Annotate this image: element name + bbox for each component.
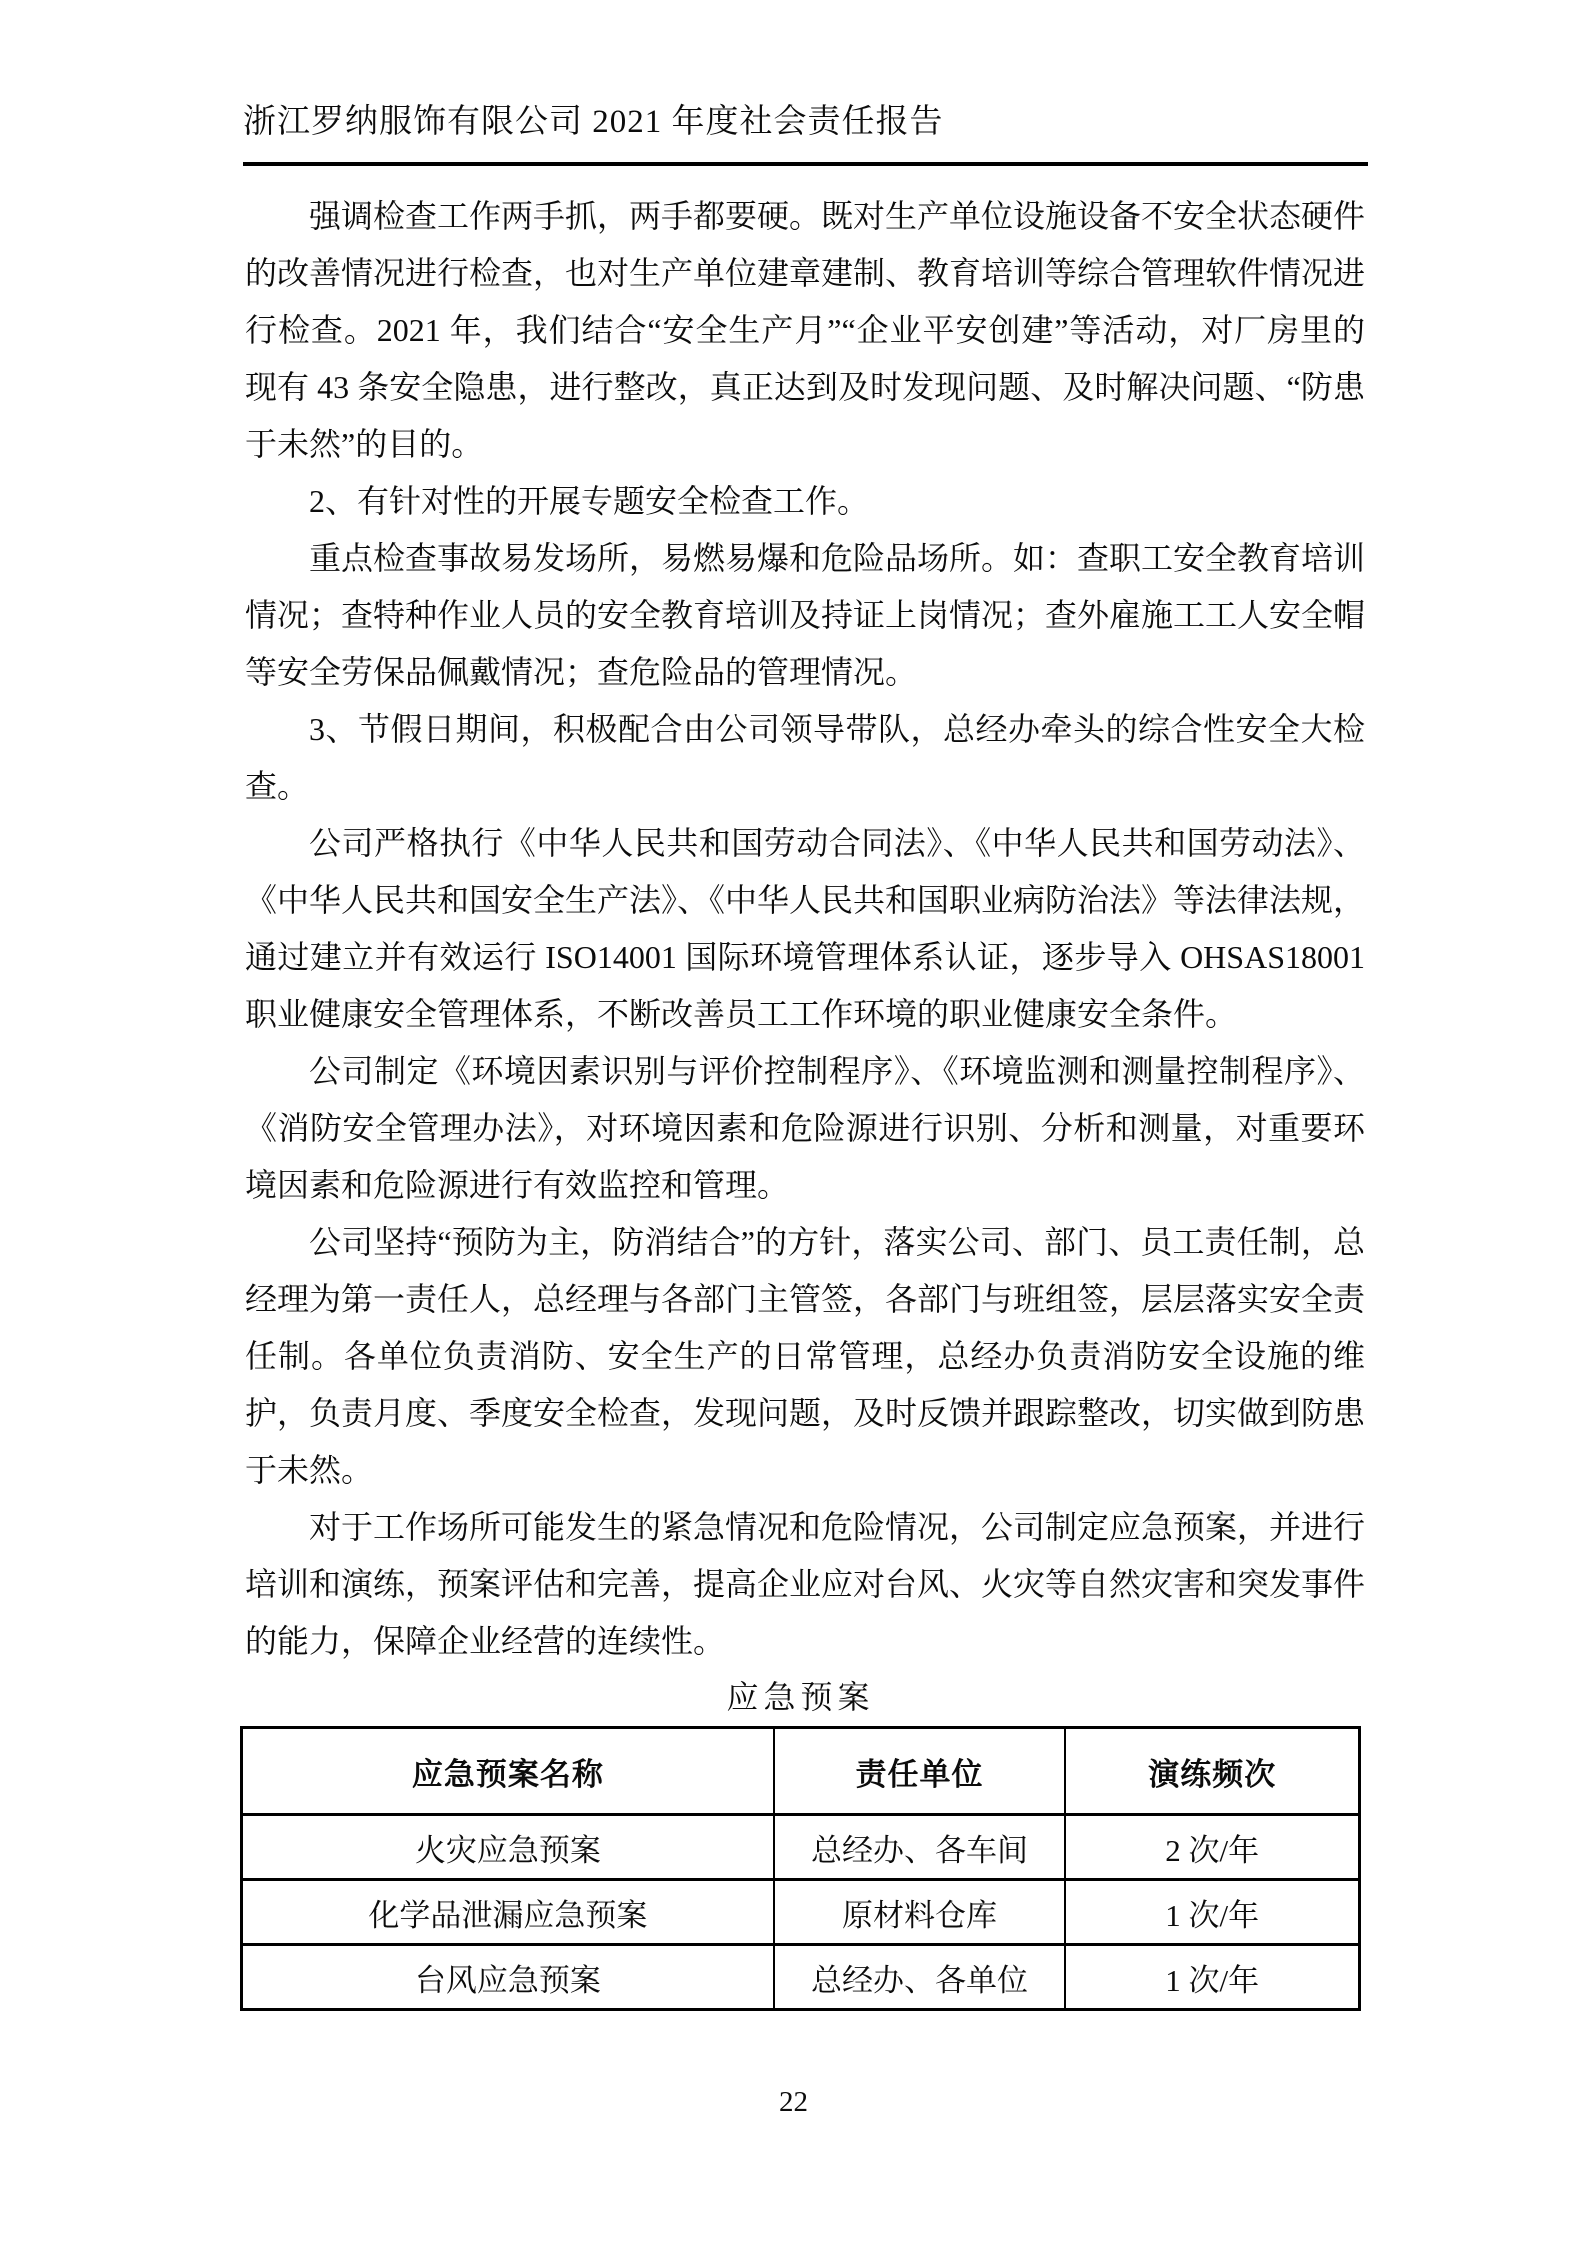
cell-drill-frequency: 2 次/年: [1065, 1815, 1359, 1880]
paragraph-laws-and-certifications: 公司严格执行《中华人民共和国劳动合同法》、《中华人民共和国劳动法》、《中华人民共和国安全生产法》、《中华人民共和国职业病防治法》等法律法规，通过建立并有效运行 ISO14001 国际环境管理体系认证，逐步导入 OHSAS18001 职业健康安全管理体系，不断改善员工工作环境的职业健康安全条件。: [245, 825, 1366, 1032]
cell-plan-name: 台风应急预案: [242, 1945, 774, 2010]
cell-drill-frequency: 1 次/年: [1065, 1945, 1359, 2010]
table-caption: 应急预案: [726, 1679, 875, 1715]
report-title: 浙江罗纳服饰有限公司 2021 年度社会责任报告: [243, 104, 944, 140]
table-row-fire: [242, 1815, 1360, 1880]
table-row-chemical-leak: [242, 1880, 1360, 1945]
cell-drill-frequency: 1 次/年: [1065, 1880, 1359, 1945]
header-divider: [243, 162, 1368, 166]
paragraph-holiday-inspection: 3、节假日期间，积极配合由公司领导带队，总经办牵头的综合性安全大检查。: [245, 711, 1365, 804]
paragraph-environment-procedures: 公司制定《环境因素识别与评价控制程序》、《环境监测和测量控制程序》、《消防安全管理办法》，对环境因素和危险源进行识别、分析和测量，对重要环境因素和危险源进行有效监控和管理。: [245, 1053, 1365, 1203]
paragraph-key-inspection-items: 重点检查事故易发场所，易燃易爆和危险品场所。如：查职工安全教育培训情况；查特种作业人员的安全教育培训及持证上岗情况；查外雇施工工人安全帽等安全劳保品佩戴情况；查危险品的管理情况。: [245, 540, 1366, 690]
cell-plan-name: 化学品泄漏应急预案: [242, 1880, 774, 1945]
paragraph-special-inspection-heading: 2、有针对性的开展专题安全检查工作。: [309, 483, 870, 519]
page-number: 22: [779, 2086, 808, 2118]
paragraph-safety-inspection: 强调检查工作两手抓，两手都要硬。既对生产单位设施设备不安全状态硬件的改善情况进行检查，也对生产单位建章建制、教育培训等综合管理软件情况进行检查。2021 年，我们结合“安全生产月”“企业平安创建”等活动，对厂房里的现有 43 条安全隐患，进行整改，真正达到及时发现问题、及时解决问题、“防患于未然”的目的。: [245, 198, 1366, 462]
paragraph-fire-prevention-policy: 公司坚持“预防为主，防消结合”的方针，落实公司、部门、员工责任制，总经理为第一责任人，总经理与各部门主管签，各部门与班组签，层层落实安全责任制。各单位负责消防、安全生产的日常管理，总经办负责消防安全设施的维护，负责月度、季度安全检查，发现问题，及时反馈并跟踪整改，切实做到防患于未然。: [245, 1224, 1366, 1488]
cell-responsible-unit: 总经办、各单位: [774, 1945, 1066, 2010]
table-header-row: [242, 1728, 1360, 1815]
table-row-typhoon: [242, 1945, 1360, 2010]
cell-responsible-unit: 总经办、各车间: [774, 1815, 1066, 1880]
emergency-plan-section: [0, 1676, 1587, 2011]
report-body: [245, 188, 1365, 1672]
column-header-responsible-unit: 责任单位: [774, 1728, 1066, 1815]
column-header-drill-frequency: 演练频次: [1065, 1728, 1359, 1815]
cell-plan-name: 火灾应急预案: [242, 1815, 774, 1880]
paragraph-emergency-plan-intro: 对于工作场所可能发生的紧急情况和危险情况，公司制定应急预案，并进行培训和演练，预案评估和完善，提高企业应对台风、火灾等自然灾害和突发事件的能力，保障企业经营的连续性。: [245, 1509, 1366, 1659]
emergency-plan-table: [240, 1726, 1361, 2011]
column-header-plan-name: 应急预案名称: [242, 1728, 774, 1815]
cell-responsible-unit: 原材料仓库: [774, 1880, 1066, 1945]
page-header: [243, 0, 1368, 144]
